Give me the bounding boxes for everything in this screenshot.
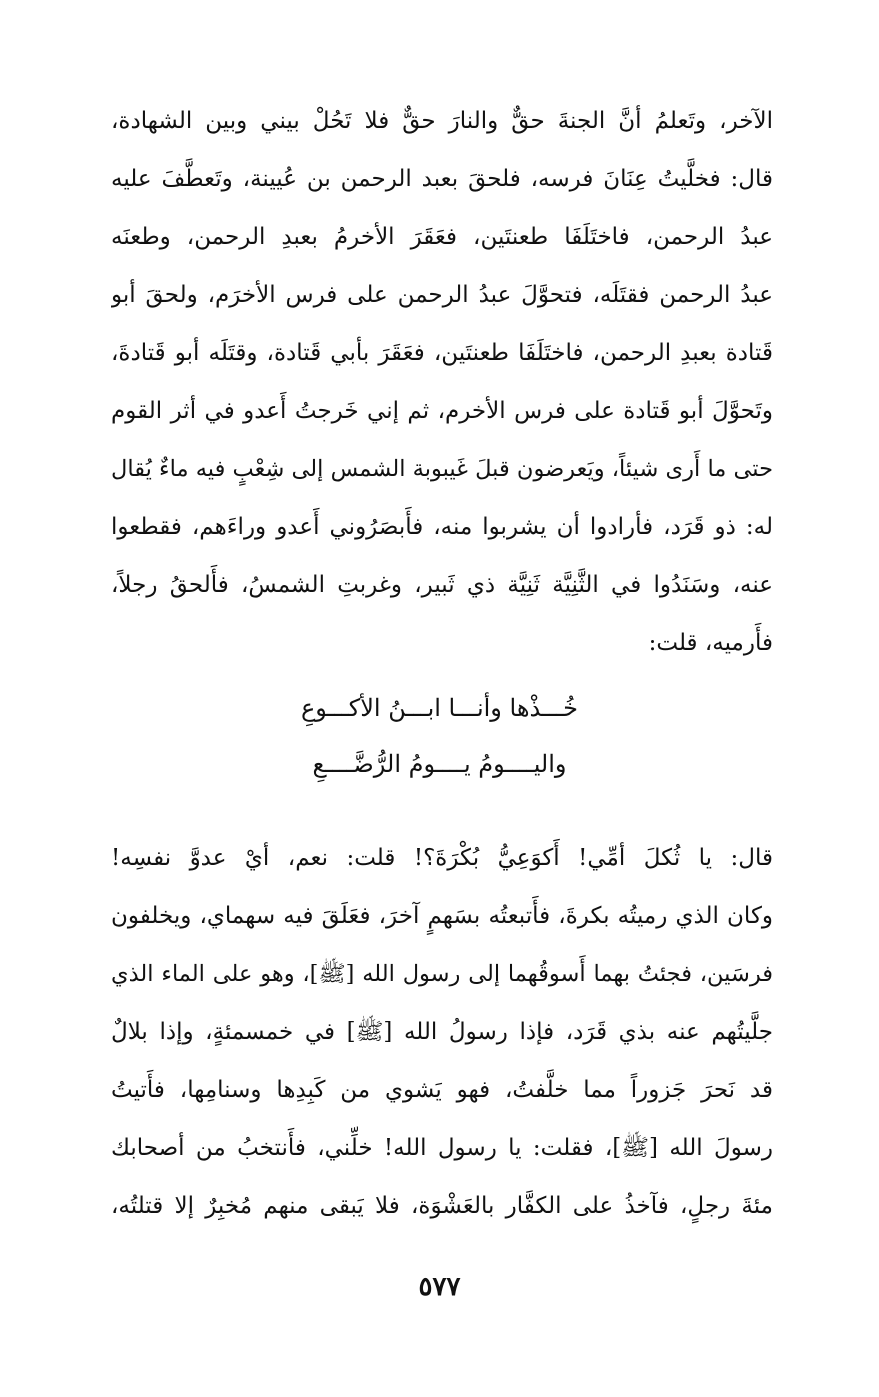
text-line: رسولَ الله [ﷺ]، فقلت: يا رسول الله! خلِّني، فأَنتخبُ من أصحابك xyxy=(111,1135,773,1161)
text-line: عبدُ الرحمن، فاختَلَفَا طعنتَين، فعَقَرَ الأخرمُ بعبدِ الرحمن، وطعنَه xyxy=(111,224,773,250)
text-line: الآخر، وتَعلمُ أنَّ الجنةَ حقٌّ والنارَ حقٌّ فلا تَحُلْ بيني وبين الشهادة، xyxy=(111,108,773,134)
text-line: قد نَحرَ جَزوراً مما خلَّفتُ، فهو يَشوي من كَبِدِها وسنامِها، فأَتيتُ xyxy=(111,1077,773,1103)
text-line: وتَحوَّلَ أبو قَتادة على فرس الأخرم، ثم إني خَرجتُ أَعدو في أثر القوم xyxy=(111,398,773,424)
text-line: جلَّيتُهم عنه بذي قَرَد، فإذا رسولُ الله [ﷺ] في خمسمئةٍ، وإذا بلالٌ xyxy=(111,1019,773,1045)
text-line: عنه، وسَنَدُوا في الثَّنِيَّة ثَنِيَّة ذي ثَبير، وغربتِ الشمسُ، فأَلحقُ رجلاً، xyxy=(111,572,773,598)
page-number: ٥٧٧ xyxy=(418,1272,461,1302)
text-line: فأَرميه، قلت: xyxy=(648,630,773,656)
text-line: له: ذو قَرَد، فأرادوا أن يشربوا منه، فأَبصَرُوني أَعدو وراءَهم، فقطعوا xyxy=(111,514,773,540)
paragraph-narration xyxy=(111,92,773,672)
text-line: عبدُ الرحمن فقتَلَه، فتحوَّلَ عبدُ الرحمن على فرس الأخرَم، ولحقَ أبو xyxy=(111,282,773,308)
text-line: حتى ما أَرى شيئاً، ويَعرضون قبلَ غَيبوبة الشمس إلى شِعْبٍ فيه ماءٌ يُقال xyxy=(111,456,773,482)
paragraph-continuation xyxy=(111,829,773,1235)
poem-verse: واليــــومُ يــــومُ الرُّضَّــــعِ xyxy=(312,750,567,778)
poem-verse: خُـــذْها وأنـــا ابـــنُ الأكـــوعِ xyxy=(300,694,579,722)
text-line: وكان الذي رميتُه بكرةَ، فأَتبعتُه بسَهمٍ آخرَ، فعَلَقَ فيه سهماي، ويخلفون xyxy=(111,903,773,929)
text-line: قال: يا ثُكلَ أمِّي! أَكوَعِيُّ بُكْرَةَ؟! قلت: نعم، أيْ عدوَّ نفسِه! xyxy=(111,845,773,871)
text-line: قَتادة بعبدِ الرحمن، فاختَلَفَا طعنتَين، فعَقَرَ بأبي قَتادة، وقتَلَه أبو قَتادةَ، xyxy=(111,340,773,366)
text-line: قال: فخلَّيتُ عِنَانَ فرسه، فلحقَ بعبد الرحمن بن عُيينة، وتَعطَّفَ عليه xyxy=(111,166,773,192)
poem-verses xyxy=(0,680,879,792)
text-line: مئةَ رجلٍ، فآخذُ على الكفَّار بالعَشْوَة، فلا يَبقى منهم مُخبِرٌ إلا قتلتُه، xyxy=(111,1193,773,1219)
text-line: فرسَين، فجئتُ بهما أَسوقُهما إلى رسول الله [ﷺ]، وهو على الماء الذي xyxy=(111,961,773,987)
